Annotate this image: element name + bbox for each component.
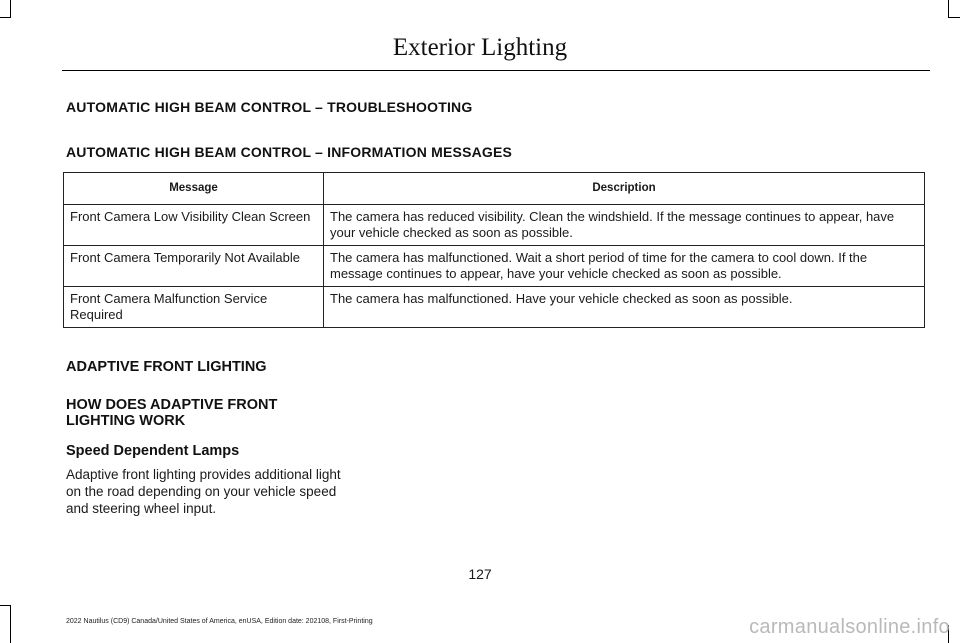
speed-dependent-lamps-heading: Speed Dependent Lamps: [66, 443, 240, 459]
info-messages-heading: AUTOMATIC HIGH BEAM CONTROL – INFORMATION MESSAGES: [66, 144, 513, 160]
column-header-message: Message: [64, 173, 324, 205]
how-adaptive-works-heading: HOW DOES ADAPTIVE FRONT LIGHTING WORK: [66, 397, 278, 429]
column-header-description: Description: [324, 173, 925, 205]
description-cell: The camera has malfunctioned. Have your vehicle checked as soon as possible.: [324, 287, 925, 328]
header-rule: [62, 70, 930, 71]
page-number: 127: [468, 566, 492, 582]
table-row: [64, 287, 925, 328]
troubleshooting-heading: AUTOMATIC HIGH BEAM CONTROL – TROUBLESHOOTING: [66, 99, 473, 115]
table-row: [64, 205, 925, 246]
information-messages-table: [63, 172, 925, 328]
description-cell: The camera has reduced visibility. Clean the windshield. If the message continues to appear, have your vehicle checked as soon as possible.: [324, 205, 925, 246]
edition-footer: 2022 Nautilus (CD9) Canada/United States of America, enUSA, Edition date: 202108, First-Printing: [66, 618, 373, 625]
adaptive-lighting-paragraph: Adaptive front lighting provides additional light on the road depending on your vehicle speed and steering wheel input.: [66, 467, 341, 516]
table-header-row: [64, 173, 925, 205]
message-cell: Front Camera Temporarily Not Available: [64, 246, 324, 287]
page-header-title: Exterior Lighting: [392, 34, 568, 61]
description-cell: The camera has malfunctioned. Wait a short period of time for the camera to cool down. If the message continues to appear, have your vehicle checked as soon as possible.: [324, 246, 925, 287]
message-cell: Front Camera Low Visibility Clean Screen: [64, 205, 324, 246]
crop-mark-top-left: [10, 0, 11, 18]
message-cell: Front Camera Malfunction Service Required: [64, 287, 324, 328]
table-row: [64, 246, 925, 287]
crop-mark-top-right-h: [948, 17, 960, 18]
adaptive-lighting-heading: ADAPTIVE FRONT LIGHTING: [66, 359, 267, 375]
crop-mark-bottom-left: [10, 605, 11, 643]
site-watermark: carmanualsonline.info: [749, 616, 950, 638]
crop-mark-top-left-h: [0, 17, 11, 18]
crop-mark-bottom-left-h: [0, 605, 11, 606]
crop-mark-top-right: [948, 0, 949, 18]
